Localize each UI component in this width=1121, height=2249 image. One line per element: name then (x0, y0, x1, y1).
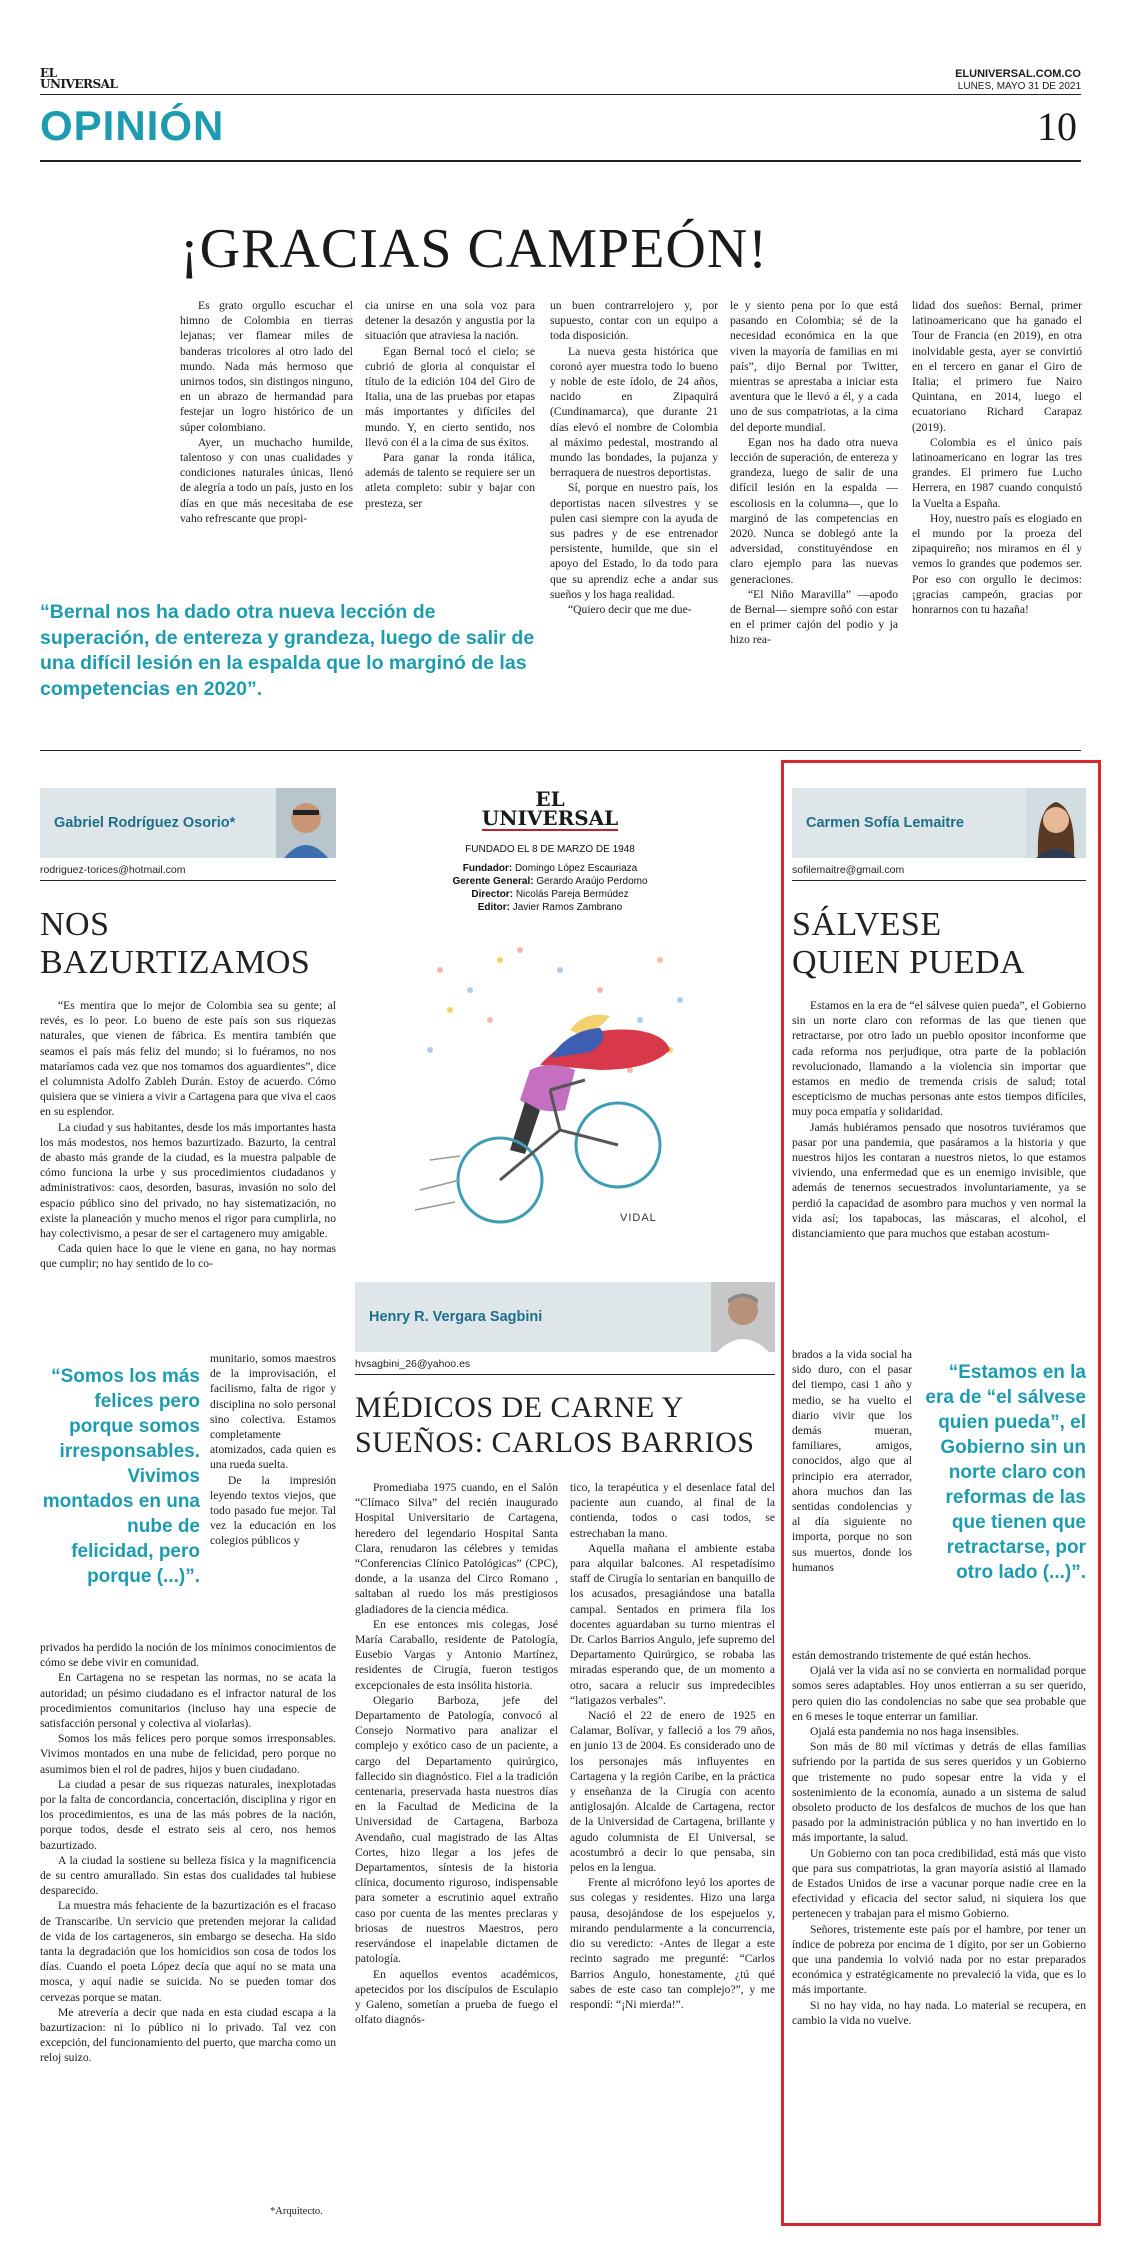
left-column-rest (40, 1640, 336, 2066)
right-column-rest (792, 1648, 1086, 2028)
paragraph: Hoy, nuestro país es elogiado en el mundo por la proeza del zipaquireño; nos miramos en él y vemos lo grandes que podemos ser. Por eso con orgullo le decimos: ¡gracias campeón, gracias por honrarnos con tu hazaña! (912, 511, 1082, 617)
paragraph: Somos los más felices pero porque somos irresponsables. Vivimos montados en una nube de felicidad, pero porque no asumimos bien el rol de padres, hijos y buen ciudadano. (40, 1732, 336, 1776)
center-logo-line1: EL (535, 787, 565, 811)
editorial-col-3-body (550, 298, 718, 617)
middle-title-line2: SUEÑOS: CARLOS BARRIOS (355, 1426, 755, 1459)
editorial-pull-quote: “Bernal nos ha dado otra nueva lección de superación, de entereza y grandeza, luego de salir de una difícil lesión en la espalda que lo marginó de las competencias en 2020”. (40, 601, 535, 700)
paragraph: Frente al micrófono leyó los aportes de sus colegas y residentes. Hizo una larga pausa, desojándose de los espejuelos y, mirando pendularmente a la concurrencia, dio su veredicto: -Antes de llegar a este recinto sagrado me pregunté: “Carlos Barrios Angulo, honestamente, ¿tú qué sabes de este caso tan complejo?”, y me respondí: “¡Ni mierda!”. (570, 1876, 775, 2011)
paragraph: En aquellos eventos académicos, apetecidos por los discípulos de Esculapio y Galeno, sometían a prueba de fuego el olfato diagnós- (355, 1967, 558, 2027)
right-email-rule (792, 880, 1086, 881)
center-logo-line2: UNIVERSAL (481, 806, 619, 830)
left-footnote: *Arquitecto. (270, 2206, 323, 2217)
page-number: 10 (1037, 104, 1077, 149)
credit-name: Gerardo Araújo Perdomo (536, 876, 648, 887)
middle-author-photo (711, 1282, 775, 1352)
left-title-line1: NOS (40, 906, 110, 943)
paragraph: tico, la terapéutica y el desenlace fatal del paciente aun cuando, al final de la contienda, todos o casi todos, se estrechaban la mano. (570, 1481, 775, 1540)
paragraph: “Es mentira que lo mejor de Colombia sea su gente; al revés, es lo peor. Lo bueno de este país son sus riquezas naturales, que vienen de fábrica. Es mentira también que seamos el país más feliz del mundo; si lo fuéramos, no nos mataríamos cada vez que nos tomamos dos aguardientes”, dice el columnista Adolfo Zableh Durán. Estoy de acuerdo. Cómo quisiera que se viniera a vivir a Cartagena para que viva el caos en su esplendor. (40, 999, 336, 1119)
paragraph: A la ciudad la sostiene su belleza física y la magnificencia de su centro amurallado. Sin estas dos cualidades tal hubiese desparecido. (40, 1853, 336, 1898)
paragraph: munitario, somos maestros de la improvisación, el facilismo, falta de rigor y disciplina no solo personal sino colectiva. Estamos completamente atomizados, cada quien es una rueda suelta. (210, 1352, 336, 1472)
paragraph: Olegario Barboza, jefe del Departamento de Patología, convocó al Consejo Normativo para analizar el complejo y exótico caso de un paciente, a cargo del Departamento quirúrgico, fallecido sin diagnóstico. Fiel a la tradición centenaria, preservada hasta nuestros días en la Facultad de Medicina de la Universidad de Cartagena, Barboza Avendaño, cual magistrado de las Altas Cortes, hizo llegar a los jefes de Departamentos, síntesis de la historia clínica, documento riguroso, indispensable para someter a escrutinio aquel extraño caso por cuenta de las mentes preclaras y briosas de nuestros Maestros, pero reservándose el inapelable dictamen de patología. (355, 1693, 558, 1966)
editorial-col-1 (180, 298, 353, 526)
header-logo-line2: UNIVERSAL (40, 77, 118, 91)
paragraph: Para ganar la ronda itálica, además de talento se requiere ser un atleta completo: subir y bajar con presteza, ser (365, 451, 535, 510)
credit-name: Javier Ramos Zambrano (512, 902, 623, 913)
paragraph: “Quiero decir que me due- (568, 603, 692, 617)
credit-role: Editor: (477, 902, 510, 913)
credit-row (355, 901, 745, 914)
right-column-title (792, 906, 1086, 982)
right-column-side (792, 1347, 912, 1575)
right-column-intro (792, 998, 1086, 1241)
credit-row (355, 875, 745, 888)
left-column-title (40, 906, 336, 982)
header-logo (40, 68, 117, 90)
left-author-name: Gabriel Rodríguez Osorio* (54, 815, 236, 831)
editorial-col-3 (550, 298, 718, 617)
left-column-side (210, 1351, 336, 1549)
header-logo-line1: EL (40, 66, 57, 80)
paragraph: Egan Bernal tocó el cielo; se cubrió de gloria al conquistar el título de la edición 104 del Giro de Italia, una de las pruebas por etapas más importantes y difíciles del mundo. Y, en cierto sentido, nos llevó con él a la cima de sus éxitos. (365, 344, 535, 449)
credit-row (355, 888, 745, 901)
middle-title-line1: MÉDICOS DE CARNE Y (355, 1391, 684, 1424)
paragraph: Jamás hubiéramos pensado que nosotros tuviéramos que pasar por una pandemia, que pasáramos a la historia y que nuestros hijos les contaran a nuestros nietos, lo que estamos viviendo, una enfermedad que es un enemigo invisible, que además de tenernos secuestrados involuntariamente, ya se perdió la capacidad de asombro para muchos y ven normal la vida así; los tapabocas, las máscaras, el alcohol, el distanciamiento que para muchos que estaban acostum- (792, 1120, 1086, 1241)
paragraph: cia unirse en una sola voz para detener la desazón y angustia por la situación que atraviesa la nación. (365, 299, 535, 343)
middle-col-a (355, 1480, 558, 2027)
cyclist-cartoon (400, 930, 710, 1240)
right-author-name: Carmen Sofía Lemaitre (806, 815, 964, 831)
header-site[interactable]: ELUNIVERSAL.COM.CO (955, 68, 1081, 80)
paragraph: Son más de 80 mil víctimas y detrás de ellas familias sufriendo por la partida de sus seres queridos y un Gobierno que tristemente no pudo sopesar entre la vida y el sostenimiento de la economía, aunado a un sistema de salud obsoleto producto de los desfalcos de muchos de los que han pasado por la administración pública y no han invertido en lo más importante, la salud. (792, 1740, 1086, 1845)
editorial-col-4-body (730, 298, 898, 648)
right-title-line1: SÁLVESE (792, 906, 942, 943)
middle-col-a-body (355, 1480, 558, 2027)
right-intro-body (792, 998, 1086, 1241)
cartoon-signature: VIDAL (620, 1212, 657, 1224)
credit-role: Gerente General: (452, 876, 534, 887)
paragraph: Señores, tristemente este país por el hambre, por tener un índice de pobreza por encima de 1 dígito, por ser un Gobierno que una pandemia lo volvió nada por no estar preparados económica y estratégicamente no prevaleció la vida, que es lo más importante. (792, 1922, 1086, 1997)
editorial-col-4 (730, 298, 898, 648)
editorial-title: ¡GRACIAS CAMPEÓN! (180, 218, 768, 280)
middle-author-box (355, 1282, 775, 1352)
paragraph: Estamos en la era de “el sálvese quien pueda”, el Gobierno sin un norte claro con reformas de las que tienen que retractarse, por otro lado un pueblo opositor inconforme que cada reforma nos perjudique, otra parte de la población revolucionado, llamando a la violencia sin importar que estamos en medio de tremenda crisis de salud; total escepticismo de muchas personas ante estos tiempos difíciles, muy poca empatía y solidaridad. (792, 999, 1086, 1119)
left-rest-body (40, 1640, 336, 2066)
editorial-col-5-body (912, 298, 1082, 617)
middle-col-b-body (570, 1480, 775, 2012)
editorial-col-5 (912, 298, 1082, 617)
paragraph: Sí, porque en nuestro país, los deportistas nacen silvestres y se pulen casi siempre con la ayuda de sus padres y de ese entrenador persistente, humilde, que sin el apoyo del Estado, lo da todo para que su aprendiz eche a andar sus sueños y los haga realidad. (550, 481, 718, 601)
credit-name: Nicolás Pareja Bermúdez (515, 889, 629, 900)
left-side-body (210, 1351, 336, 1549)
paragraph: le y siento pena por lo que está pasando en Colombia; sé de la necesidad económica en la que viven la mayoría de familias en mi país”, dijo Bernal por Twitter, mientras se aprestaba a iniciar esta aventura que le llevó a él, y a cada uno de sus compatriotas, a la cima del deporte mundial. (730, 299, 898, 434)
left-intro-body (40, 998, 336, 1272)
paragraph: Promediaba 1975 cuando, en el Salón “Clímaco Silva” del recién inaugurado Hospital Universitario de Cartagena, heredero del legendario Hospital Santa Clara, renudaron las célebres y temidas “Conferencias Clínico Patológicas” (CPC), donde, a la usanza del Circo Romano , saltaban al ruedo los más prestigiosos gladiadores de la ciencia médica. (355, 1481, 558, 1616)
editorial-col-2 (365, 298, 535, 511)
paragraph: Aquella mañana el ambiente estaba para alquilar balcones. Al respetadísimo staff de Cirugía lo sentarían en banquillo de los acusados, presagiándose una batalla campal. Sentados en primera fila los docentes aguardaban su turno mientras el Dr. Carlos Barrios Angulo, jefe supremo del Departamento Quirúrgico, se robaba las miradas esperando que, de un momento a otro, sacara a relucir sus impredecibles “latigazos verbales”. (570, 1541, 775, 1707)
paragraph: En ese entonces mis colegas, José María Caraballo, residente de Patología, Eusebio Vargas y Antonio Martínez, residentes de Cirugía, fueron testigos excepcionales de esta insólita historia. (355, 1617, 558, 1692)
right-author-photo (1026, 788, 1086, 858)
paragraph: La nueva gesta histórica que coronó ayer muestra todo lo bueno y noble de este ídolo, de 24 años, nacido en Zipaquirá (Cundinamarca), que durante 21 días elevó el nombre de Colombia al máximo pedestal, mostrando al mundo las bondades, la pujanza y berraquera de nuestros deportistas. (550, 344, 718, 480)
right-rest-body (792, 1648, 1086, 2028)
left-author-box (40, 788, 336, 858)
paragraph: Un Gobierno con tan poca credibilidad, está más que visto que para sus compatriotas, la gran mayoría asistió al llamado de Estados Unidos de irse a vacunar porque nadie cree en la efectividad y eficacia del sector salud, ni siquiera los que pertenecen y trabajan para el mismo Gobierno. (792, 1846, 1086, 1921)
paragraph: Nació el 22 de enero de 1925 en Calamar, Bolívar, y falleció a los 79 años, en junio 13 de 2004. Es considerado uno de los personajes más influyentes en Cartagena y la región Caribe, en la práctica y enseñanza de la Cirugía con acento antiglosajón. Alcalde de Cartagena, rector de la Universidad de Cartagena, brillante y agudo columnista de El Universal, se acostumbró a decir lo que pensaba, sin pelos en la lengua. (570, 1709, 775, 1875)
paragraph: Ojalá esta pandemia no nos haga insensibles. (810, 1725, 1019, 1739)
credit-name: Domingo López Escauriaza (514, 863, 638, 874)
credit-role: Fundador: (462, 863, 513, 874)
middle-col-b (570, 1480, 775, 2012)
paragraph: están demostrando tristemente de qué están hechos. (792, 1649, 1032, 1662)
left-email-rule (40, 880, 336, 881)
right-pull-quote: “Estamos en la era de “el sálvese quien pueda”, el Gobierno sin un norte claro con reformas de las que tienen que retractarse, por otro lado (...)”. (925, 1362, 1086, 1583)
paragraph: lidad dos sueños: Bernal, primer latinoamericano que ha ganado el Tour de Francia (en 2019), en otra inolvidable gesta, ayer se convirtió en el tercero en ganar el Giro de Italia; el primero fue Nairo Quintana, en 2014, luego el ecuatoriano Richard Carapaz (2019). (912, 299, 1082, 434)
left-title-line2: BAZURTIZAMOS (40, 944, 311, 981)
right-title-line2: QUIEN PUEDA (792, 944, 1026, 981)
left-column-intro (40, 998, 336, 1272)
header-rule-bottom (40, 160, 1081, 162)
middle-column-title (355, 1390, 785, 1460)
paragraph: Es grato orgullo escuchar el himno de Colombia en tierras lejanas; ver flamear miles de banderas tricolores al otro lado del mundo. Nada más hermoso que unirnos todos, sin distingos ninguno, en un abrazo de hermandad para festejar un logro histórico de un súper colombiano. (180, 299, 353, 434)
middle-author-name: Henry R. Vergara Sagbini (369, 1309, 543, 1325)
editorial-col-2-body (365, 298, 535, 511)
paragraph: Ojalá ver la vida así no se convierta en normalidad porque somos seres adaptables. Hoy unos entierran a su ser querido, pero quien dio las condolencias no sabe que sea probable que en 6 meses le toque enterrar un familiar. (792, 1664, 1086, 1723)
paragraph: un buen contrarrelojero y, por supuesto, contar con un equipo a toda disposición. (550, 299, 718, 343)
middle-email-rule (355, 1374, 775, 1375)
paragraph: De la impresión leyendo textos viejos, que todo pasado fue mejor. Tal vez la educación en los colegios públicos y (210, 1473, 336, 1548)
editorial-bottom-rule (40, 750, 1081, 751)
section-title: OPINIÓN (40, 102, 225, 149)
credit-role: Director: (471, 889, 514, 900)
paragraph: Si no hay vida, no hay nada. Lo material se recupera, en cambio la vida no vuelve. (792, 1998, 1086, 2027)
header-date: LUNES, MAYO 31 DE 2021 (957, 81, 1081, 92)
paragraph: La muestra más fehaciente de la bazurtización es el fracaso de Transcaribe. Un servicio que pretenden mejorar la calidad de vida de los cartageneros, sin embargo se desecha. Ha sido tanta la degradación que los homicidios son cosa de todos los días. Cuando el poeta López decía que aquí no se mata una mosca, y aquí nadie se suicida. No se pueden tomar dos cervezas porque se matan. (40, 1899, 336, 2004)
right-author-email[interactable]: sofilemaitre@gmail.com (792, 864, 905, 876)
paragraph: Colombia es el único país latinoamericano en lograr las tres grandes. El primero fue Lucho Herrera, en 1987 cuando conquistó la Vuelta a España. (912, 435, 1082, 510)
paragraph: privados ha perdido la noción de los mínimos conocimientos de cómo se debe vivir en comunidad. (40, 1641, 336, 1670)
middle-author-email[interactable]: hvsagbini_26@yahoo.es (355, 1358, 471, 1370)
right-author-box (792, 788, 1086, 858)
center-credits (355, 862, 745, 914)
right-side-body (792, 1347, 912, 1575)
paragraph: Cada quien hace lo que le viene en gana, no hay normas que cumplir; no hay sentido de lo co- (40, 1242, 336, 1271)
paragraph: Me atrevería a decir que nada en esta ciudad escapa a la bazurtizacion: ni lo público ni lo privado. Tal vez con excepción, del funcionamiento del puerto, que marcha como un reloj suizo. (40, 2005, 336, 2065)
paragraph: La ciudad y sus habitantes, desde los más importantes hasta los más modestos, nos hemos bazurtizado. Bazurto, la central de abasto más grande de la ciudad, es la muestra palpable de cómo funciona la urbe y sus procedimientos ciudadanos y administrativos: caos, desorden, basuras, invasión no solo del espacio público sino del privado, no hay sistematización, no existe la planeación y mucho menos el rigor para cumplirla, no hay colectivismo, a pesar de ser el cartagenero muy amigable. (40, 1120, 336, 1241)
editorial-col-1-body (180, 298, 353, 526)
credit-row (355, 862, 745, 875)
left-author-email[interactable]: rodriguez-torices@hotmail.com (40, 864, 186, 876)
center-logo (355, 787, 745, 831)
paragraph: La ciudad a pesar de sus riquezas naturales, inexplotadas por la falta de concordancia, concertación, disciplina y rigor en los procedimientos, es una de las más pobres de la nación, porque todos, desde el estrato seis al cero, nos hemos bazurtizado. (40, 1777, 336, 1852)
paragraph: Egan nos ha dado otra nueva lección de superación, de entereza y grandeza, luego de salir de una difícil lesión en la espalda —escoliosis en la columna—, que lo marginó de las competencias en 2020. Nunca se doblegó ante la adversidad, constituyéndose en claro ejemplo para las nuevas generaciones. (730, 435, 898, 586)
paragraph: brados a la vida social ha sido duro, con el pasar del tiempo, casi 1 año y medio, se ha vuelto el diario vivir que los demás mueran, familiares, amigos, conocidos, algo que al principio era aterrador, ahora muchos dan las sentidas condolencias y al día siguiente no importa, porque no son sus muertos, donde los humanos (792, 1348, 912, 1574)
left-author-photo (276, 788, 336, 858)
center-founded: FUNDADO EL 8 DE MARZO DE 1948 (465, 844, 635, 855)
header-rule-top (40, 94, 1081, 95)
paragraph: En Cartagena no se respetan las normas, no se acata la autoridad; un pésimo ciudadano es el infractor natural de los procedimientos comunitarios (incluso hay una especie de satisfacción personal y colectiva al violarlas). (40, 1671, 336, 1731)
paragraph: “El Niño Maravilla” —apodo de Bernal— siempre soñó con estar en el primer cajón del podio y ja hizo rea- (730, 587, 898, 647)
paragraph: Ayer, un muchacho humilde, talentoso y con unas cualidades y condiciones naturales únicas, llenó de alegría a todo un país, justo en los días en que más necesitaba de ese vaho refrescante que propi- (180, 435, 353, 525)
left-pull-quote: “Somos los más felices pero porque somos irresponsables. Vivimos montados en una nube de felicidad, pero porque (...)”. (42, 1366, 200, 1587)
